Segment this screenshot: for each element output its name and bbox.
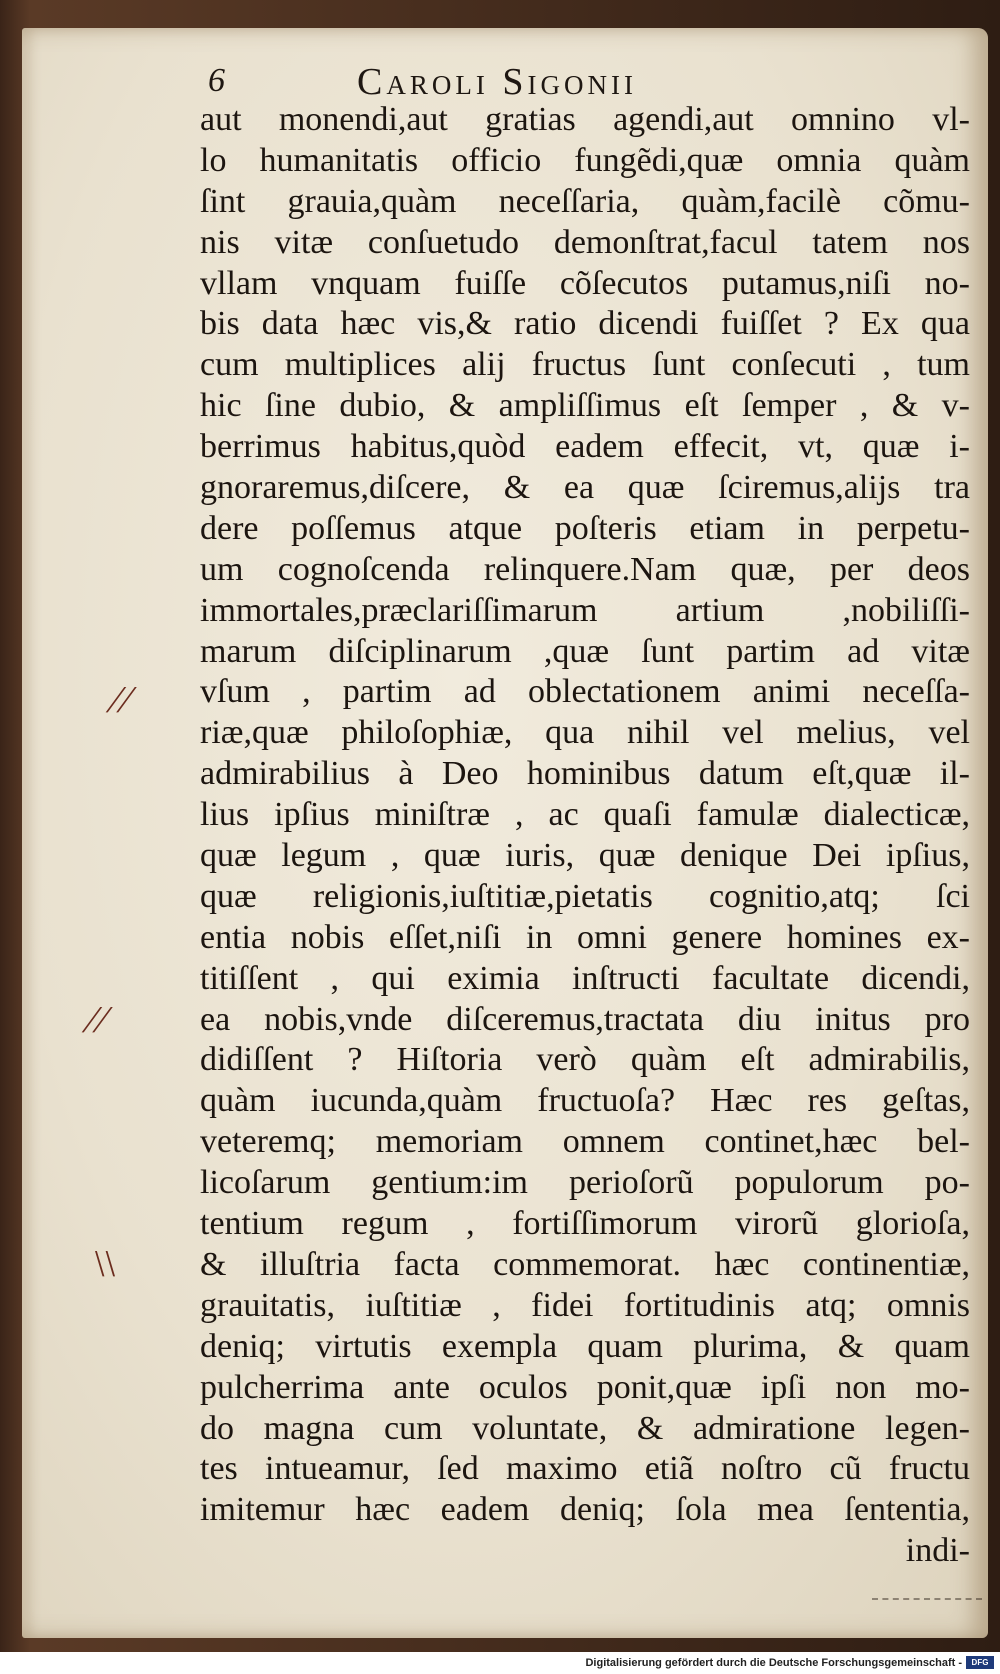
text-line: pulcherrima ante oculos ponit,quæ ipſi non mo- (200, 1368, 970, 1406)
text-line: quàm iucunda,quàm fructuoſa? Hæc res geſtas, (200, 1082, 970, 1120)
text-line: immortales,præclariſſimarum artium ,nobiliſſi- (200, 591, 970, 629)
text-line: vllam vnquam fuiſſe cõſecutos putamus,niſi no- (200, 264, 970, 302)
text-line: riæ,quæ philoſophiæ, qua nihil vel melius, vel (200, 714, 970, 752)
text-line: um cognoſcenda relinquere.Nam quæ, per deos (200, 550, 970, 588)
text-line: titiſſent , qui eximia inſtructi facultate dicendi, (200, 959, 970, 997)
text-line: gnoraremus,diſcere, & ea quæ ſciremus,alijs tra (200, 469, 970, 507)
running-title: Caroli Sigonii (357, 61, 637, 103)
text-line: veteremq; memoriam omnem continet,hæc bel- (200, 1123, 970, 1161)
text-line: aut monendi,aut gratias agendi,aut omnino vl- (200, 101, 970, 138)
digitization-footer (0, 1652, 1000, 1674)
text-line: nis vitæ conſuetudo demonſtrat,facul tatem nos (200, 223, 970, 261)
text-line: quæ religionis,iuſtitiæ,pietatis cognitio,atq; ſci (200, 877, 970, 915)
funding-credit: Digitalisierung gefördert durch die Deutsche Forschungsgemeinschaft - (585, 1657, 962, 1669)
text-line: lo humanitatis officio fungẽdi,quæ omnia quàm (200, 141, 970, 179)
text-line: didiſſent ? Hiſtoria verò quàm eſt admirabilis, (200, 1041, 970, 1079)
text-line: admirabilius à Deo hominibus datum eſt,quæ il- (200, 755, 970, 793)
text-line: lius ipſius miniſtræ , ac quaſi famulæ dialecticæ, (200, 796, 970, 834)
text-line: ea nobis,vnde diſceremus,tractata diu initus pro (200, 1000, 970, 1038)
text-line: dere poſſemus atque poſteris etiam in perpetu- (200, 509, 970, 547)
text-line: tentium regum , fortiſſimorum virorũ glorioſa, (200, 1205, 970, 1243)
body-text (200, 100, 970, 1572)
catchword: indi- (905, 1532, 970, 1570)
margin-mark: \\ (91, 1243, 119, 1285)
text-line: quæ legum , quæ iuris, quæ denique Dei ipſius, (200, 837, 970, 875)
margin-mark: // (81, 999, 112, 1041)
text-line: hic ſine dubio, & ampliſſimus eſt ſemper , & v- (200, 387, 970, 425)
text-line: do magna cum voluntate, & admiratione legen- (200, 1409, 970, 1447)
text-line: vſum , partim ad oblectationem animi neceſſa- (200, 673, 970, 711)
text-line: marum diſciplinarum ,quæ ſunt partim ad vitæ (200, 632, 970, 670)
margin-mark: // (105, 679, 136, 721)
text-line: deniq; virtutis exempla quam plurima, & quam (200, 1327, 970, 1365)
book-page (22, 28, 988, 1638)
text-line: bis data hæc vis,& ratio dicendi fuiſſet ? Ex qua (200, 305, 970, 343)
text-line: cum multiplices alij fructus ſunt conſecuti , tum (200, 346, 970, 384)
text-line: ſint grauia,quàm neceſſaria, quàm,facilè cõmu- (200, 182, 970, 220)
text-line: & illuſtria facta commemorat. hæc continentiæ, (200, 1245, 970, 1283)
text-line: imitemur hæc eadem deniq; ſola mea ſententia, (200, 1491, 970, 1529)
text-line: tes intueamur, ſed maximo etiã noſtro cũ fructu (200, 1450, 970, 1488)
text-line: berrimus habitus,quòd eadem effecit, vt, quæ i- (200, 428, 970, 466)
page-number: 6 (208, 62, 225, 99)
text-line: entia nobis eſſet,niſi in omni genere homines ex- (200, 918, 970, 956)
dfg-logo: DFG (966, 1656, 994, 1669)
text-line: grauitatis, iuſtitiæ , fidei fortitudinis atq; omnis (200, 1286, 970, 1324)
page-edge-residue (872, 1598, 982, 1612)
text-line: licoſarum gentium:im perioſorũ populorum po- (200, 1164, 970, 1202)
